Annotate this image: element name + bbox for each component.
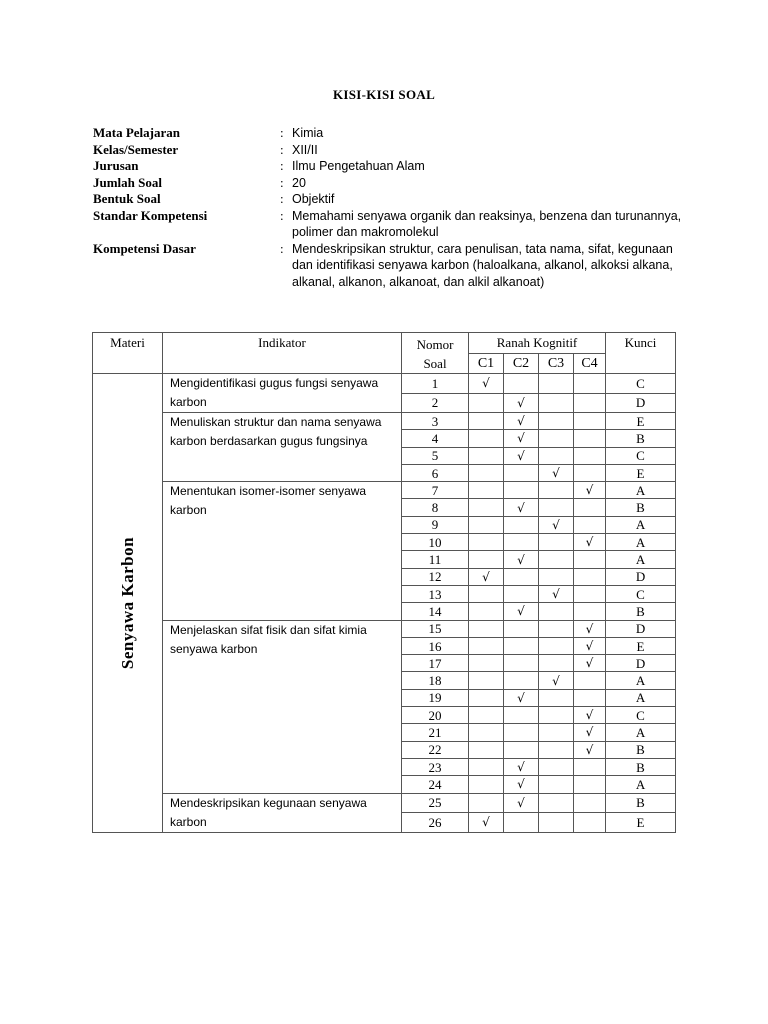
level-c4-cell xyxy=(574,482,606,499)
level-c3-cell xyxy=(539,482,574,499)
level-c3-cell xyxy=(539,393,574,413)
header-ranah-kognitif: Ranah Kognitif xyxy=(469,333,606,354)
level-c1-cell xyxy=(469,413,504,430)
level-c1-cell xyxy=(469,393,504,413)
nomor-soal-cell: 25 xyxy=(402,793,469,813)
check-mark-icon: √ xyxy=(517,760,525,775)
header-nomor: Nomor xyxy=(416,337,454,352)
header-c4: C4 xyxy=(574,353,606,374)
document-title: KISI-KISI SOAL xyxy=(332,87,436,102)
level-c1-cell xyxy=(469,464,504,481)
kunci-cell: B xyxy=(606,499,676,516)
kunci-cell: A xyxy=(606,482,676,499)
check-mark-icon: √ xyxy=(585,639,594,653)
info-label: Jurusan xyxy=(93,158,139,173)
level-c4-cell xyxy=(574,516,606,533)
check-mark-icon: √ xyxy=(585,483,594,498)
indikator-cell: Mengidentifikasi gugus fungsi senyawa karbon xyxy=(163,374,402,413)
level-c1-cell xyxy=(469,724,504,741)
level-c2-cell xyxy=(504,464,539,481)
kunci-cell: A xyxy=(606,516,676,533)
level-c3-cell xyxy=(539,413,574,430)
indikator-cell: Menuliskan struktur dan nama senyawa karbon berdasarkan gugus fungsinya xyxy=(163,413,402,482)
kunci-cell: C xyxy=(606,374,676,394)
check-mark-icon: √ xyxy=(517,431,525,446)
check-mark-icon: √ xyxy=(482,376,490,391)
check-mark-icon: √ xyxy=(585,708,594,723)
check-mark-icon: √ xyxy=(585,656,594,671)
level-c2-cell xyxy=(504,482,539,499)
level-c3-cell xyxy=(539,374,574,394)
level-c3-cell xyxy=(539,464,574,481)
kunci-cell: A xyxy=(606,672,676,689)
nomor-soal-cell: 15 xyxy=(402,620,469,637)
level-c2-cell xyxy=(504,534,539,551)
kunci-cell: A xyxy=(606,724,676,741)
kunci-cell: D xyxy=(606,393,676,413)
header-row xyxy=(93,333,676,354)
nomor-soal-cell: 23 xyxy=(402,758,469,775)
level-c4-cell xyxy=(574,551,606,568)
level-c2-cell xyxy=(504,568,539,585)
check-mark-icon: √ xyxy=(517,500,525,515)
nomor-soal-cell: 9 xyxy=(402,516,469,533)
level-c2-cell xyxy=(504,374,539,394)
level-c2-cell xyxy=(504,516,539,533)
level-c2-cell xyxy=(504,689,539,706)
header-kunci: Kunci xyxy=(606,333,676,374)
kunci-cell: C xyxy=(606,707,676,724)
kunci-cell: B xyxy=(606,741,676,758)
header-indikator: Indikator xyxy=(163,333,402,374)
info-label: Jumlah Soal xyxy=(93,174,162,190)
level-c3-cell xyxy=(539,568,574,585)
nomor-soal-cell: 5 xyxy=(402,447,469,464)
check-mark-icon: √ xyxy=(517,777,525,792)
level-c1-cell xyxy=(469,516,504,533)
nomor-soal-cell: 18 xyxy=(402,672,469,689)
level-c3-cell xyxy=(539,672,574,689)
level-c2-cell xyxy=(504,793,539,813)
kunci-cell: A xyxy=(606,689,676,706)
level-c1-cell xyxy=(469,499,504,516)
header-c2: C2 xyxy=(504,353,539,374)
level-c4-cell xyxy=(574,603,606,620)
level-c4-cell xyxy=(574,374,606,394)
level-c2-cell xyxy=(504,413,539,430)
header-c3: C3 xyxy=(539,353,574,374)
level-c4-cell xyxy=(574,585,606,602)
level-c1-cell xyxy=(469,585,504,602)
level-c1-cell xyxy=(469,793,504,813)
check-mark-icon: √ xyxy=(517,604,525,619)
nomor-soal-cell: 13 xyxy=(402,585,469,602)
level-c1-cell xyxy=(469,620,504,637)
nomor-soal-cell: 12 xyxy=(402,568,469,585)
nomor-soal-cell: 26 xyxy=(402,813,469,833)
info-value: Memahami senyawa organik dan reaksinya, benzena dan turunannya, polimer dan makromolekul xyxy=(292,208,682,239)
info-row-mata-pelajaran: Mata Pelajaran : Kimia xyxy=(93,125,683,142)
info-label: Standar Kompetensi xyxy=(93,207,208,223)
level-c4-cell xyxy=(574,637,606,654)
level-c4-cell xyxy=(574,707,606,724)
level-c1-cell xyxy=(469,655,504,672)
level-c4-cell xyxy=(574,655,606,672)
level-c1-cell xyxy=(469,637,504,654)
level-c2-cell xyxy=(504,813,539,833)
level-c4-cell xyxy=(574,813,606,833)
info-row-standar-kompetensi: Standar Kompetensi : Memahami senyawa organik dan reaksinya, benzena dan turunannya, polimer dan makromolekul xyxy=(93,207,682,239)
nomor-soal-cell: 14 xyxy=(402,603,469,620)
level-c4-cell xyxy=(574,620,606,637)
kunci-cell: D xyxy=(606,620,676,637)
nomor-soal-cell: 22 xyxy=(402,741,469,758)
kunci-cell: B xyxy=(606,430,676,447)
level-c2-cell xyxy=(504,585,539,602)
level-c2-cell xyxy=(504,707,539,724)
table-row xyxy=(93,620,676,637)
level-c1-cell xyxy=(469,813,504,833)
indikator-cell: Menentukan isomer-isomer senyawa karbon xyxy=(163,482,402,620)
level-c2-cell xyxy=(504,447,539,464)
level-c4-cell xyxy=(574,793,606,813)
level-c2-cell xyxy=(504,603,539,620)
kunci-cell: A xyxy=(606,534,676,551)
info-value: Ilmu Pengetahuan Alam xyxy=(292,159,425,173)
nomor-soal-cell: 16 xyxy=(402,637,469,654)
level-c2-cell xyxy=(504,758,539,775)
check-mark-icon: √ xyxy=(482,569,490,584)
info-block xyxy=(93,125,683,290)
level-c2-cell xyxy=(504,620,539,637)
nomor-soal-cell: 3 xyxy=(402,413,469,430)
level-c4-cell xyxy=(574,672,606,689)
level-c1-cell xyxy=(469,758,504,775)
level-c3-cell xyxy=(539,741,574,758)
level-c1-cell xyxy=(469,707,504,724)
level-c3-cell xyxy=(539,724,574,741)
level-c1-cell xyxy=(469,603,504,620)
level-c2-cell xyxy=(504,655,539,672)
kunci-cell: A xyxy=(606,551,676,568)
level-c3-cell xyxy=(539,793,574,813)
kunci-cell: E xyxy=(606,413,676,430)
info-label: Mata Pelajaran xyxy=(93,125,181,140)
level-c4-cell xyxy=(574,464,606,481)
level-c1-cell xyxy=(469,534,504,551)
level-c4-cell xyxy=(574,430,606,447)
level-c2-cell xyxy=(504,637,539,654)
level-c2-cell xyxy=(504,499,539,516)
kunci-cell: E xyxy=(606,637,676,654)
level-c1-cell xyxy=(469,672,504,689)
level-c1-cell xyxy=(469,374,504,394)
materi-cell xyxy=(93,374,163,833)
level-c3-cell xyxy=(539,603,574,620)
info-value: XII/II xyxy=(292,142,318,157)
level-c1-cell xyxy=(469,776,504,793)
level-c4-cell xyxy=(574,741,606,758)
check-mark-icon: √ xyxy=(517,552,525,567)
level-c3-cell xyxy=(539,707,574,724)
kunci-cell: B xyxy=(606,793,676,813)
info-value: Objektif xyxy=(292,192,335,206)
level-c3-cell xyxy=(539,516,574,533)
info-label: Kompetensi Dasar xyxy=(93,240,196,256)
header-c1: C1 xyxy=(469,353,504,374)
level-c3-cell xyxy=(539,758,574,775)
check-mark-icon: √ xyxy=(482,815,490,830)
level-c3-cell xyxy=(539,447,574,464)
nomor-soal-cell: 20 xyxy=(402,707,469,724)
check-mark-icon: √ xyxy=(552,587,560,602)
header-nomor-soal xyxy=(402,333,469,374)
info-row-jurusan: Jurusan : Ilmu Pengetahuan Alam xyxy=(93,158,683,175)
level-c4-cell xyxy=(574,689,606,706)
level-c4-cell xyxy=(574,499,606,516)
level-c2-cell xyxy=(504,672,539,689)
info-value: Kimia xyxy=(292,126,324,140)
table-row xyxy=(93,793,676,813)
check-mark-icon: √ xyxy=(517,448,525,463)
nomor-soal-cell: 24 xyxy=(402,776,469,793)
nomor-soal-cell: 11 xyxy=(402,551,469,568)
level-c3-cell xyxy=(539,813,574,833)
level-c2-cell xyxy=(504,430,539,447)
nomor-soal-cell: 19 xyxy=(402,689,469,706)
check-mark-icon: √ xyxy=(585,535,594,550)
kunci-cell: D xyxy=(606,568,676,585)
info-label: Kelas/Semester xyxy=(93,141,179,157)
level-c1-cell xyxy=(469,430,504,447)
level-c2-cell xyxy=(504,551,539,568)
level-c3-cell xyxy=(539,499,574,516)
check-mark-icon: √ xyxy=(585,621,594,636)
level-c3-cell xyxy=(539,430,574,447)
level-c3-cell xyxy=(539,551,574,568)
level-c1-cell xyxy=(469,482,504,499)
nomor-soal-cell: 2 xyxy=(402,393,469,413)
level-c4-cell xyxy=(574,776,606,793)
level-c4-cell xyxy=(574,413,606,430)
materi-label: Senyawa Karbon xyxy=(117,536,137,669)
check-mark-icon: √ xyxy=(517,414,525,429)
level-c4-cell xyxy=(574,758,606,775)
level-c1-cell xyxy=(469,447,504,464)
info-row-kelas-semester: Kelas/Semester : XII/II xyxy=(93,142,683,159)
nomor-soal-cell: 1 xyxy=(402,374,469,394)
level-c1-cell xyxy=(469,689,504,706)
level-c3-cell xyxy=(539,534,574,551)
info-label: Bentuk Soal xyxy=(93,191,161,206)
kunci-cell: D xyxy=(606,655,676,672)
info-value: 20 xyxy=(292,175,306,190)
kunci-cell: E xyxy=(606,464,676,481)
table-row xyxy=(93,374,676,394)
level-c3-cell xyxy=(539,585,574,602)
indikator-cell: Mendeskripsikan kegunaan senyawa karbon xyxy=(163,793,402,832)
level-c3-cell xyxy=(539,776,574,793)
check-mark-icon: √ xyxy=(517,690,525,705)
info-value: Mendeskripsikan struktur, cara penulisan, tata nama, sifat, kegunaan dan identifikasi senyawa karbon (haloalkana, alkanol, alkoksi alkana, alkanal, alkanon, alkanoat, dan alkil alkanoat) xyxy=(292,241,673,289)
kunci-cell: C xyxy=(606,585,676,602)
level-c3-cell xyxy=(539,689,574,706)
nomor-soal-cell: 21 xyxy=(402,724,469,741)
header-materi: Materi xyxy=(93,333,163,374)
nomor-soal-cell: 17 xyxy=(402,655,469,672)
level-c3-cell xyxy=(539,620,574,637)
level-c4-cell xyxy=(574,724,606,741)
level-c4-cell xyxy=(574,447,606,464)
level-c2-cell xyxy=(504,724,539,741)
check-mark-icon: √ xyxy=(517,795,525,810)
level-c1-cell xyxy=(469,551,504,568)
kisi-kisi-table xyxy=(92,332,676,833)
check-mark-icon: √ xyxy=(585,742,594,757)
kunci-cell: E xyxy=(606,813,676,833)
nomor-soal-cell: 8 xyxy=(402,499,469,516)
nomor-soal-cell: 6 xyxy=(402,464,469,481)
kunci-cell: C xyxy=(606,447,676,464)
indikator-cell: Menjelaskan sifat fisik dan sifat kimia senyawa karbon xyxy=(163,620,402,793)
check-mark-icon: √ xyxy=(517,395,525,410)
nomor-soal-cell: 10 xyxy=(402,534,469,551)
check-mark-icon: √ xyxy=(552,517,560,532)
info-row-kompetensi-dasar: Kompetensi Dasar : Mendeskripsikan struktur, cara penulisan, tata nama, sifat, kegunaan dan identifikasi senyawa karbon (haloalkana, alkanol, alkoksi alkana, alkanal, alkanon, alkanoat, dan alkil alkanoat) xyxy=(93,241,683,291)
check-mark-icon: √ xyxy=(552,673,560,688)
info-row-bentuk-soal: Bentuk Soal : Objektif xyxy=(93,191,683,208)
level-c1-cell xyxy=(469,568,504,585)
kunci-cell: B xyxy=(606,603,676,620)
level-c2-cell xyxy=(504,776,539,793)
level-c4-cell xyxy=(574,568,606,585)
info-row-jumlah-soal: Jumlah Soal : 20 xyxy=(93,175,683,192)
header-soal: Soal xyxy=(423,356,447,371)
level-c3-cell xyxy=(539,637,574,654)
table-row xyxy=(93,482,676,499)
nomor-soal-cell: 4 xyxy=(402,430,469,447)
level-c3-cell xyxy=(539,655,574,672)
level-c2-cell xyxy=(504,393,539,413)
kunci-cell: A xyxy=(606,776,676,793)
kunci-cell: B xyxy=(606,758,676,775)
check-mark-icon: √ xyxy=(552,466,560,481)
table-row xyxy=(93,413,676,430)
nomor-soal-cell: 7 xyxy=(402,482,469,499)
level-c4-cell xyxy=(574,534,606,551)
level-c2-cell xyxy=(504,741,539,758)
level-c4-cell xyxy=(574,393,606,413)
level-c1-cell xyxy=(469,741,504,758)
check-mark-icon: √ xyxy=(585,725,594,740)
